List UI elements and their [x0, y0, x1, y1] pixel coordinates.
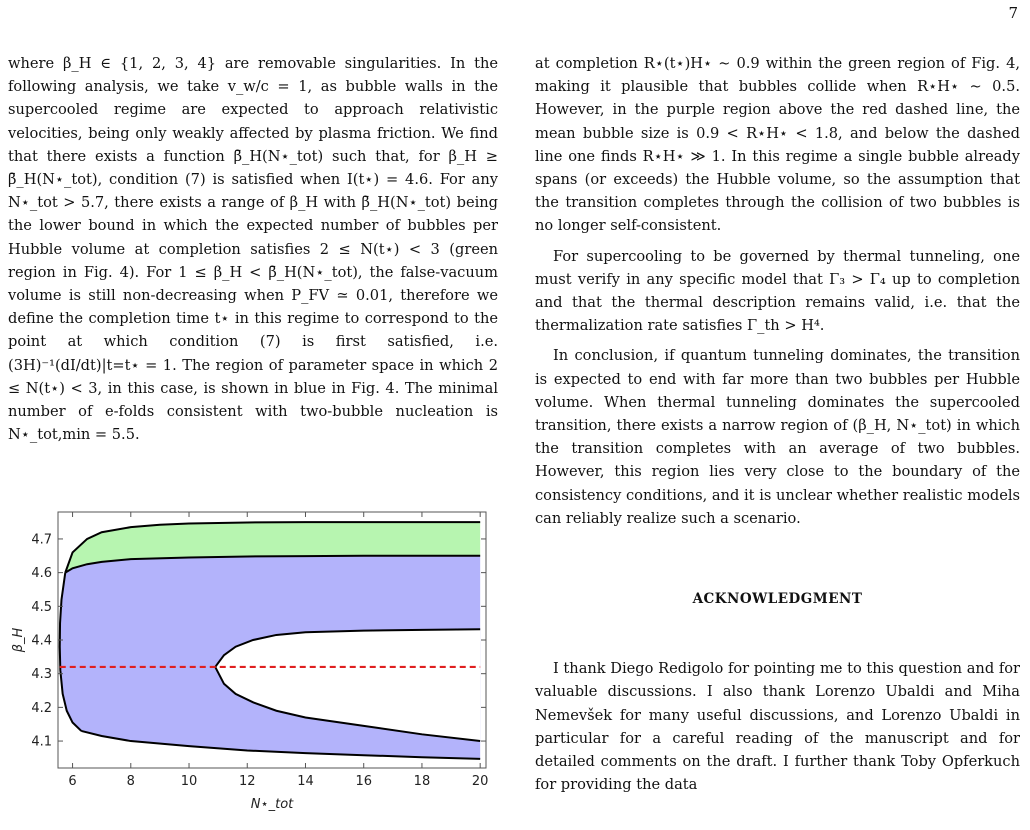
y-tick-label: 4.6: [31, 566, 52, 582]
right-paragraph-2: For supercooling to be governed by thermal tunneling, one must verify in any specific model that Γ₃ > Γ₄ up to completion and that the thermal description remains valid, i.e. that the thermalization rate satisfies Γ_th > H⁴.: [535, 247, 1020, 335]
x-axis-label: N⋆_tot: [250, 797, 294, 812]
x-tick-label: 12: [238, 774, 256, 789]
x-tick-label: 16: [355, 774, 372, 789]
page-number: 7: [1008, 4, 1018, 22]
left-column: [8, 52, 498, 446]
right-column: [535, 52, 1020, 796]
x-tick-label: 18: [413, 774, 431, 789]
right-paragraph-1: at completion R⋆(t⋆)H⋆ ∼ 0.9 within the green region of Fig. 4, making it plausible that bubbles collide when R⋆H⋆ ∼ 0.5. However, in the purple region above the red dashed line, the mean bubble size is 0.9 < R⋆H⋆ < 1.8, and below the dashed line one finds R⋆H⋆ ≫ 1. In this regime a single bubble already spans (or exceeds) the Hubble volume, so the assumption that the transition completes through the collision of two bubbles is no longer self-consistent.: [535, 55, 1020, 235]
x-tick-label: 6: [68, 774, 77, 789]
figure-4: [0, 500, 500, 820]
x-tick-label: 20: [471, 774, 489, 789]
y-tick-label: 4.3: [31, 667, 52, 683]
right-paragraph-3: In conclusion, if quantum tunneling dominates, the transition is expected to end with far more than two bubbles per Hubble volume. When thermal tunneling dominates the supercooled transition, there exists a narrow region of (β_H, N⋆_tot) in which the transition completes with an average of two bubbles. However, this region lies very close to the boundary of the consistency conditions, and it is unclear whether realistic models can reliably realize such a scenario.: [535, 347, 1020, 527]
y-axis-label: β_H: [11, 627, 26, 653]
acknowledgment-heading: ACKNOWLEDGMENT: [692, 591, 863, 608]
plot-area: [11, 512, 488, 812]
y-tick-label: 4.5: [31, 599, 52, 615]
y-tick-label: 4.4: [31, 633, 52, 649]
y-tick-label: 4.2: [31, 700, 52, 716]
y-tick-label: 4.7: [31, 532, 52, 548]
x-tick-label: 8: [126, 774, 135, 789]
x-tick-label: 14: [297, 774, 314, 789]
x-tick-label: 10: [180, 774, 198, 789]
beta-ntot-chart: [0, 500, 500, 820]
left-paragraph-1: where β_H ∈ {1, 2, 3, 4} are removable singularities. In the following analysis, we take v_w/c = 1, as bubble walls in the supercooled regime are expected to approach relativistic velocities, being only weakly affected by plasma friction. We find that there exists a function β̄_H(N⋆_tot) such that, for β_H ≥ β̄_H(N⋆_tot), condition (7) is satisfied when I(t⋆) = 4.6. For any N⋆_tot > 5.7, there exists a range of β_H with β̄_H(N⋆_tot) being the lower bound in which the expected number of bubbles per Hubble volume at completion satisfies 2 ≤ N(t⋆) < 3 (green region in Fig. 4). For 1 ≤ β_H < β̄_H(N⋆_tot), the false-vacuum volume is still non-decreasing when P_FV ≃ 0.01, therefore we define the completion time t⋆ in this regime to correspond to the point at which condition (7) is first satisfied, i.e. (3H)⁻¹(dI/dt)|t=t⋆ = 1. The region of parameter space in which 2 ≤ N(t⋆) < 3, in this case, is shown in blue in Fig. 4. The minimal number of e-folds consistent with two-bubble nucleation is N⋆_tot,min = 5.5.: [8, 55, 498, 444]
acknowledgment-paragraph: I thank Diego Redigolo for pointing me to this question and for valuable discussions. I also thank Lorenzo Ubaldi and Miha Nemevšek for many useful discussions, and Lorenzo Ubaldi in particular for a careful reading of the manuscript and for detailed comments on the draft. I further thank Toby Opferkuch for providing the data: [535, 660, 1020, 794]
y-tick-label: 4.1: [31, 734, 52, 750]
